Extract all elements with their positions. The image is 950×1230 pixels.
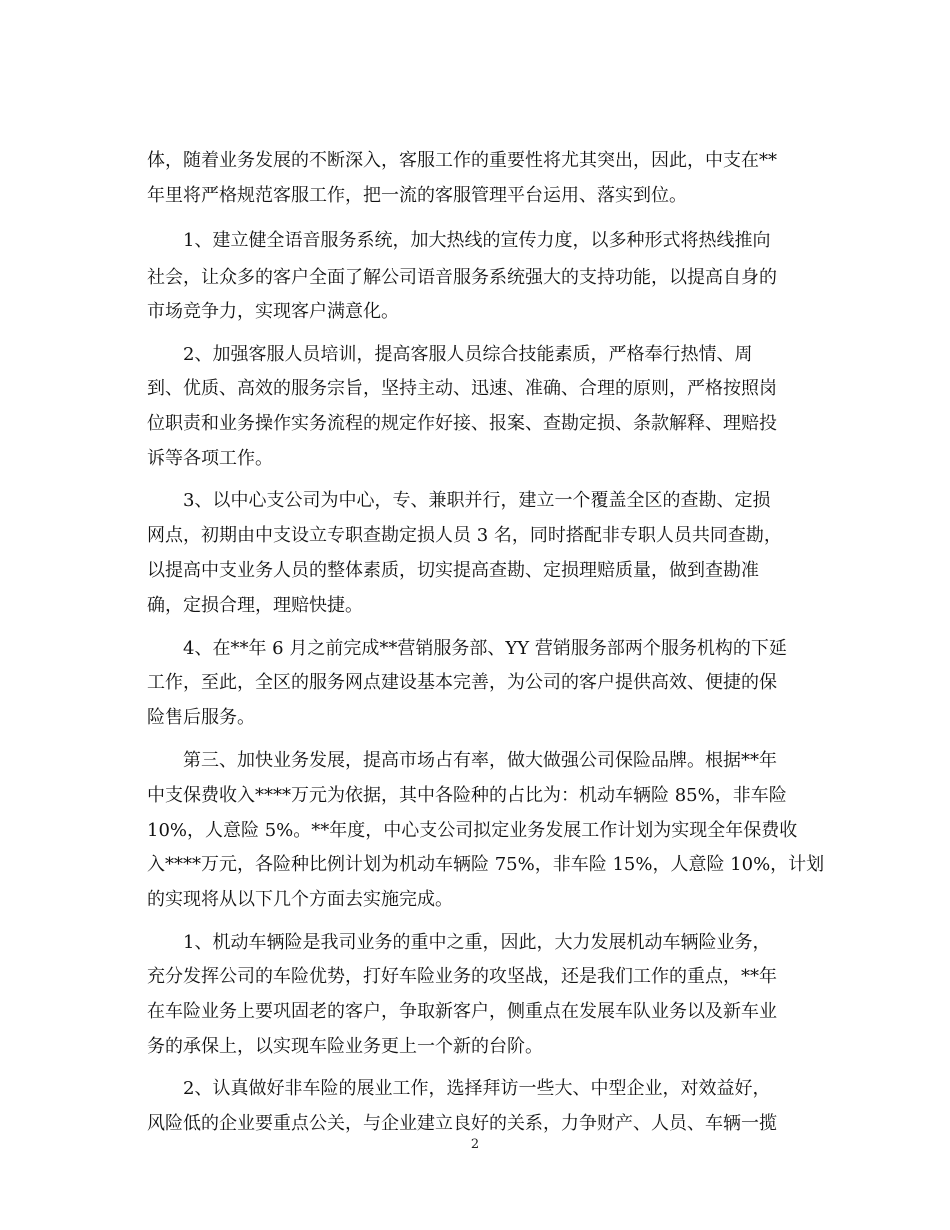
text-line: 务的承保上，以实现车险业务更上一个新的台阶。	[147, 1036, 543, 1057]
text-line: 入****万元，各险种比例计划为机动车辆险 75%，非车险 15%，人意险 10%，计划	[147, 854, 825, 875]
text-line: 第三、加快业务发展，提高市场占有率，做大做强公司保险品牌。根据**年	[183, 750, 777, 771]
text-line: 到、优质、高效的服务宗旨，坚持主动、迅速、准确、合理的原则，严格按照岗	[147, 378, 777, 399]
text-line: 年里将严格规范客服工作，把一流的客服管理平台运用、落实到位。	[147, 185, 687, 206]
text-line: 1、建立健全语音服务系统，加大热线的宣传力度，以多种形式将热线推向	[183, 230, 771, 251]
text-line: 体，随着业务发展的不断深入，客服工作的重要性将尤其突出，因此，中支在**	[147, 150, 777, 171]
text-line: 工作，至此，全区的服务网点建设基本完善，为公司的客户提供高效、便捷的保	[147, 672, 777, 693]
text-line: 1、机动车辆险是我司业务的重中之重，因此，大力发展机动车辆险业务，	[183, 932, 771, 953]
text-line: 2、加强客服人员培训，提高客服人员综合技能素质，严格奉行热情、周	[183, 344, 753, 365]
text-line: 确，定损合理，理赔快捷。	[147, 595, 363, 616]
text-line: 充分发挥公司的车险优势，打好车险业务的攻坚战，还是我们工作的重点，**年	[147, 966, 777, 987]
text-line: 4、在**年 6 月之前完成**营销服务部、YY 营销服务部两个服务机构的下延	[183, 638, 787, 659]
text-line: 在车险业务上要巩固老的客户，争取新客户，侧重点在发展车队业务以及新车业	[147, 1001, 777, 1022]
text-line: 3、以中心支公司为中心，专、兼职并行，建立一个覆盖全区的查勘、定损	[183, 490, 771, 511]
page-number: 2	[470, 1137, 480, 1152]
text-line: 的实现将从以下几个方面去实施完成。	[147, 889, 453, 910]
text-line: 网点，初期由中支设立专职查勘定损人员 3 名，同时搭配非专职人员共同查勘，	[147, 525, 782, 546]
text-line: 风险低的企业要重点公关，与企业建立良好的关系，力争财产、人员、车辆一揽	[147, 1113, 777, 1134]
text-line: 诉等各项工作。	[147, 448, 273, 469]
text-line: 位职责和业务操作实务流程的规定作好接、报案、查勘定损、条款解释、理赔投	[147, 413, 777, 434]
text-line: 中支保费收入****万元为依据，其中各险种的占比为：机动车辆险 85%，非车险	[147, 785, 787, 806]
text-line: 社会，让众多的客户全面了解公司语音服务系统强大的支持功能，以提高自身的	[147, 267, 777, 288]
text-line: 10%，人意险 5%。**年度，中心支公司拟定业务发展工作计划为实现全年保费收	[147, 820, 798, 841]
text-line: 2、认真做好非车险的展业工作，选择拜访一些大、中型企业，对效益好，	[183, 1078, 771, 1099]
text-line: 以提高中支业务人员的整体素质，切实提高查勘、定损理赔质量，做到查勘准	[147, 560, 759, 581]
text-line: 险售后服务。	[147, 707, 255, 728]
text-line: 市场竞争力，实现客户满意化。	[147, 301, 399, 322]
